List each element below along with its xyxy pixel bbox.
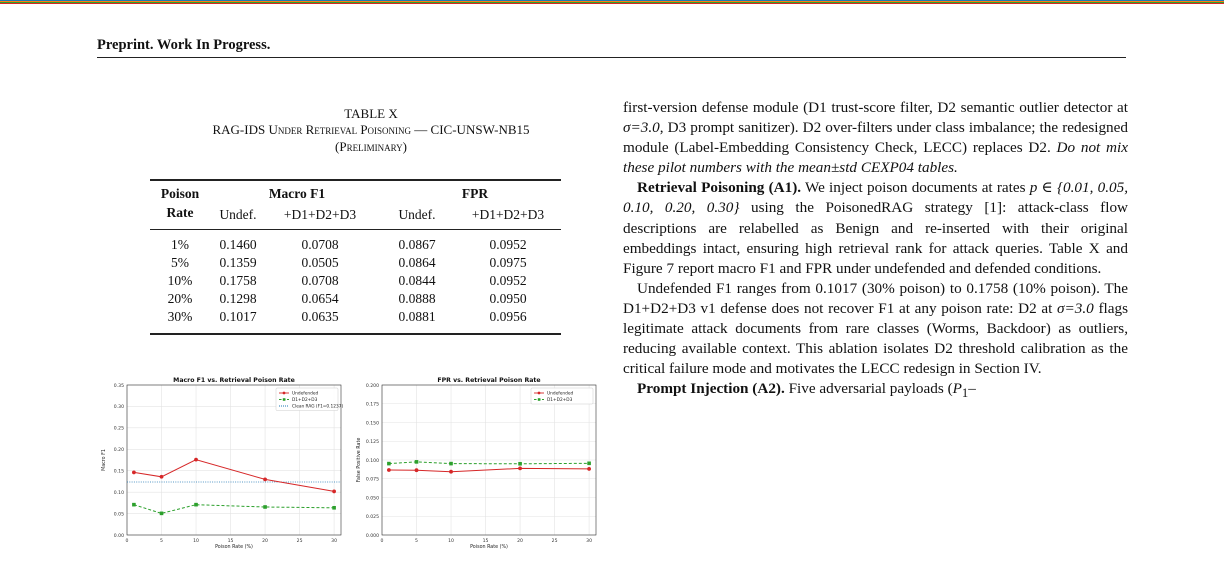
table-cell: 0.1298 — [219, 291, 257, 306]
y-tick-label: 0.00 — [113, 533, 124, 539]
running-header: Preprint. Work In Progress. — [97, 37, 271, 53]
table-bottom-rule — [150, 333, 561, 335]
data-point — [332, 490, 336, 494]
table-cell: 0.1460 — [219, 237, 257, 252]
data-point — [387, 462, 391, 466]
table-cell: 0.0881 — [398, 309, 436, 324]
table-title: RAG-IDS Under Retrieval Poisoning — CIC-UNSW-NB15 — [212, 122, 530, 137]
data-point — [415, 460, 419, 464]
table-cell: 0.1017 — [219, 309, 257, 324]
section-heading-a2: Prompt Injection (A2). — [637, 380, 785, 398]
y-tick-label: 0.075 — [365, 477, 379, 483]
fpr-chart-svg — [352, 375, 604, 555]
data-point — [449, 470, 453, 474]
x-tick-label: 10 — [193, 539, 199, 544]
y-tick-label: 0.05 — [113, 512, 124, 518]
x-tick-label: 10 — [448, 539, 454, 544]
section-heading-a1: Retrieval Poisoning (A1). — [637, 179, 802, 197]
y-tick-label: 0.35 — [113, 383, 124, 389]
y-axis-label: False Positive Rate — [357, 437, 362, 483]
header-macro-f1: Macro F1 — [268, 186, 326, 201]
data-point — [518, 462, 522, 466]
subheader-f1-undef: Undef. — [219, 207, 257, 222]
x-tick-label: 25 — [296, 539, 303, 544]
table-cell: 20% — [167, 291, 193, 306]
x-tick-label: 5 — [160, 539, 163, 544]
table-cell: 0.0505 — [301, 255, 339, 270]
chart-title: FPR vs. Retrieval Poison Rate — [437, 377, 541, 384]
y-tick-label: 0.025 — [365, 515, 379, 521]
data-point — [587, 467, 591, 471]
poison-rate-math: p ∈ {0.01, 0.05, 0.10, 0.20, 0.30} — [623, 179, 1128, 217]
data-point — [132, 471, 136, 475]
series-line — [134, 505, 334, 514]
legend-label: Undefended — [547, 391, 574, 397]
table-cell: 1% — [171, 237, 189, 252]
subheader-f1-defended: +D1+D2+D3 — [283, 207, 357, 222]
warning-note: Do not mix these pilot numbers with the mean±std CEXP04 tables. — [623, 139, 1128, 177]
data-point — [415, 468, 419, 472]
y-tick-label: 0.25 — [113, 426, 124, 432]
y-tick-label: 0.100 — [365, 458, 379, 464]
table-title-continued: (Preliminary) — [335, 139, 407, 154]
data-point — [132, 503, 136, 507]
y-tick-label: 0.125 — [365, 440, 379, 446]
data-point — [449, 462, 453, 466]
chart-title: Macro F1 vs. Retrieval Poison Rate — [173, 377, 295, 384]
table-cell: 0.0635 — [301, 309, 339, 324]
data-point — [332, 506, 336, 510]
table-cell: 0.0867 — [398, 237, 436, 252]
x-tick-label: 15 — [482, 539, 489, 544]
paragraph-retrieval-poisoning: Retrieval Poisoning (A1). We inject poison documents at rates p ∈ {0.01, 0.05, 0.10, 0.20, 0.30} using the PoisonedRAG strategy [1]: attack-class flow descriptions are relabelled as Benign and re-inserted with their original embeddings intact, ensuring high retrieval rank for attack queries. Table X and Figure 7 report macro F1 and FPR under undefended and defended conditions. — [623, 179, 1129, 277]
data-point — [160, 512, 164, 516]
table-number: TABLE X — [344, 106, 398, 121]
table-cell: 0.0844 — [398, 273, 436, 288]
x-tick-label: 5 — [415, 539, 418, 544]
y-tick-label: 0.30 — [113, 405, 124, 411]
table-cell: 0.1758 — [219, 273, 257, 288]
body-text-column — [623, 98, 1128, 403]
paragraph-prompt-injection: Prompt Injection (A2). Five adversarial payloads ($P_1-$ — [637, 380, 976, 401]
y-tick-label: 0.175 — [365, 402, 379, 408]
data-point — [263, 505, 267, 509]
paragraph-f1-results: Undefended F1 ranges from 0.1017 (30% poison) to 0.1758 (10% poison). The D1+D2+D3 v1 defense does not recover F1 at any poison rate: D2 at σ=3.0 flags legitimate attack documents from rare classes (Worms, Backdoor) as outliers, reducing available context. This ablation isolates D2 threshold calibration as the critical failure mode and motivates the LECC redesign in Section IV. — [623, 279, 1128, 378]
legend-marker — [283, 392, 286, 395]
y-tick-label: 0.000 — [365, 533, 379, 539]
table-cell: 5% — [171, 255, 189, 270]
y-tick-label: 0.15 — [113, 469, 124, 475]
data-point — [160, 475, 164, 479]
data-point — [194, 458, 198, 462]
series-line — [134, 460, 334, 492]
table-cell: 0.0952 — [489, 273, 527, 288]
header-fpr: FPR — [461, 186, 489, 201]
table-cell: 0.0708 — [301, 273, 339, 288]
table-cell: 0.0950 — [489, 291, 527, 306]
y-tick-label: 0.20 — [113, 448, 124, 454]
data-point — [518, 467, 522, 471]
legend-label: Undefended — [292, 391, 319, 397]
data-point — [587, 462, 591, 466]
x-tick-label: 20 — [517, 539, 523, 544]
legend-label: D1+D2+D3 — [547, 398, 573, 404]
header-rule — [97, 57, 1126, 58]
legend-label: D1+D2+D3 — [292, 398, 318, 404]
data-point — [194, 503, 198, 507]
header-rate: Rate — [166, 205, 194, 220]
fpr-chart — [352, 375, 604, 555]
x-tick-label: 15 — [227, 539, 234, 544]
y-tick-label: 0.050 — [365, 496, 379, 502]
y-tick-label: 0.150 — [365, 421, 379, 427]
table-cell: 0.0708 — [301, 237, 339, 252]
table-cell: 30% — [167, 309, 193, 324]
y-axis-label: Macro F1 — [102, 449, 107, 471]
legend-marker — [283, 398, 286, 401]
table-cell: 0.0975 — [489, 255, 527, 270]
data-point — [387, 468, 391, 472]
table-cell: 0.0956 — [489, 309, 527, 324]
macro-f1-chart-svg — [97, 375, 349, 555]
top-stripe-red — [0, 3, 1224, 4]
table-top-rule — [150, 179, 561, 181]
subheader-fpr-undef: Undef. — [398, 207, 436, 222]
table-cell: 0.0654 — [301, 291, 339, 306]
x-tick-label: 0 — [380, 539, 384, 544]
x-tick-label: 20 — [262, 539, 268, 544]
y-tick-label: 0.200 — [365, 383, 379, 389]
macro-f1-chart — [97, 375, 349, 555]
table-cell: 10% — [167, 273, 193, 288]
legend-marker — [538, 398, 541, 401]
header-poison: Poison — [160, 186, 200, 201]
table-cell: 0.1359 — [219, 255, 257, 270]
series-line — [389, 462, 589, 464]
legend-marker — [538, 392, 541, 395]
legend-label: Clean RAG (F1=0.1237) — [292, 404, 344, 410]
table-cell: 0.0864 — [398, 255, 436, 270]
y-tick-label: 0.10 — [113, 490, 124, 496]
subheader-fpr-defended: +D1+D2+D3 — [471, 207, 545, 222]
x-axis-label: Poison Rate (%) — [215, 545, 253, 550]
data-point — [263, 477, 267, 481]
table-mid-rule — [150, 229, 561, 230]
sigma-math: σ=3.0 — [1057, 299, 1094, 317]
paragraph-defense-module: first-version defense module (D1 trust-score filter, D2 semantic outlier detector at σ=3.0, D3 prompt sanitizer). D2 over-filters under class imbalance; the redesigned module (Label-Embedding Consistency Check, LECC) replaces D2. Do not mix these pilot numbers with the mean±std CEXP04 tables. — [623, 99, 1128, 177]
series-line — [389, 468, 589, 471]
x-tick-label: 30 — [331, 539, 338, 544]
x-axis-label: Poison Rate (%) — [470, 545, 508, 550]
sigma-math: σ=3.0 — [623, 119, 660, 137]
table-cell: 0.0952 — [489, 237, 527, 252]
x-tick-label: 30 — [586, 539, 593, 544]
x-tick-label: 25 — [551, 539, 558, 544]
table-cell: 0.0888 — [398, 291, 436, 306]
x-tick-label: 0 — [125, 539, 129, 544]
